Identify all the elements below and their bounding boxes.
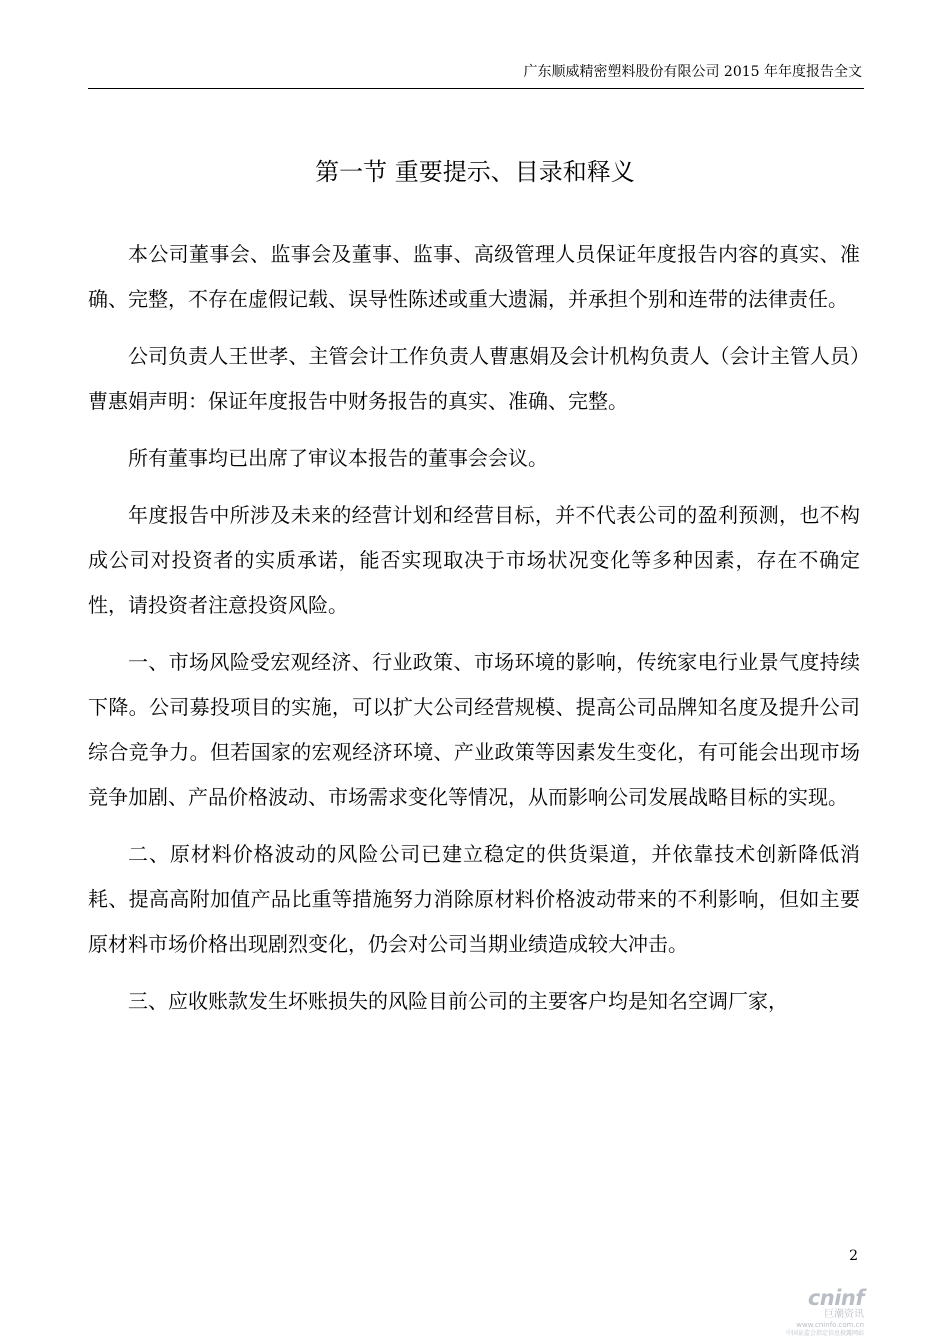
- paragraph-board-guarantee: 本公司董事会、监事会及董事、监事、高级管理人员保证年度报告内容的真实、准确、完整，不存在虚假记载、误导性陈述或重大遗漏，并承担个别和连带的法律责任。: [88, 242, 860, 311]
- paragraph-forward-looking: 年度报告中所涉及未来的经营计划和经营目标，并不代表公司的盈利预测，也不构成公司对投资者的实质承诺，能否实现取决于市场状况变化等多种因素，存在不确定性，请投资者注意投资风险。: [88, 503, 860, 617]
- paragraph-responsible-persons: 公司负责人王世孝、主管会计工作负责人曹惠娟及会计机构负责人（会计主管人员）曹惠娟声明：保证年度报告中财务报告的真实、准确、完整。: [88, 344, 860, 413]
- section-title: 第一节 重要提示、目录和释义: [315, 158, 635, 186]
- paragraph-raw-material-risk: 二、原材料价格波动的风险公司已建立稳定的供货渠道，并依靠技术创新降低消耗、提高高附加值产品比重等措施努力消除原材料价格波动带来的不利影响，但如主要原材料市场价格出现剧烈变化，仍会对公司当期业绩造成较大冲击。: [88, 842, 860, 956]
- cninfo-watermark: [778, 1287, 864, 1338]
- cninfo-logo: cninf: [807, 1286, 864, 1310]
- header-divider: [88, 88, 864, 89]
- report-header-title: 广东顺威精密塑料股份有限公司 2015 年年度报告全文: [523, 64, 862, 80]
- document-body: [88, 232, 860, 1036]
- cninfo-name: 巨潮资讯: [824, 1309, 864, 1320]
- paragraph-receivables-risk: 三、应收账款发生坏账损失的风险目前公司的主要客户均是知名空调厂家，: [128, 989, 788, 1013]
- paragraph-board-attendance: 所有董事均已出席了审议本报告的董事会会议。: [128, 446, 548, 470]
- cninfo-org: 中国证监会指定信息披露网站: [785, 1330, 864, 1337]
- paragraph-market-risk: 一、市场风险受宏观经济、行业政策、市场环境的影响，传统家电行业景气度持续下降。公司募投项目的实施，可以扩大公司经营规模、提高公司品牌知名度及提升公司综合竞争力。但若国家的宏观经济环境、产业政策等因素发生变化，有可能会出现市场竞争加剧、产品价格波动、市场需求变化等情况，从而影响公司发展战略目标的实现。: [88, 650, 860, 809]
- page-number: 2: [849, 1248, 858, 1264]
- cninfo-url: www.cninfo.com.cn: [796, 1321, 864, 1329]
